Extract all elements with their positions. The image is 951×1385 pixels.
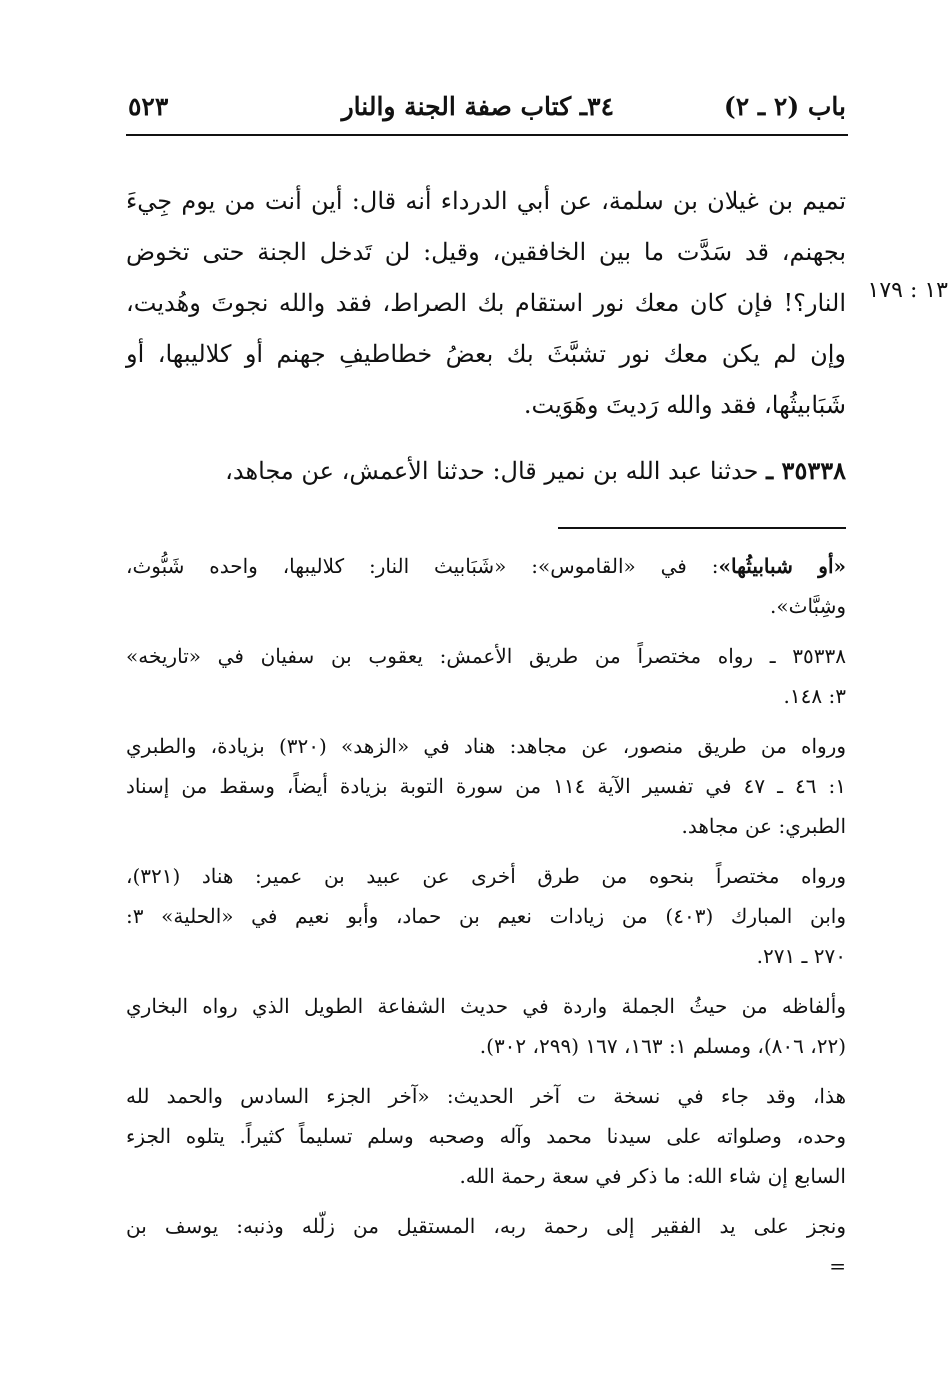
margin-reference: ١٣ : ١٧٩ — [867, 278, 948, 303]
footnote-line: الطبري: عن مجاهد. — [681, 814, 846, 838]
chapter-label: باب (٢ ـ ٢) — [723, 92, 846, 121]
footnote-line — [126, 546, 846, 586]
footnote-line: وحده، وصلواته على سيدنا محمد وآله وصحبه وسلم تسليماً كثيراً. يتلوه الجزء — [126, 1124, 846, 1148]
footnote-line: ٣: ١٤٨. — [783, 684, 846, 708]
footnote-lead: «أو شبابيثُها» — [718, 554, 847, 578]
main-text-line: وإن لم يكن معك نور تشبَّثَ بك بعضُ خطاطيفِ جهنم أو كلاليبها، أو — [126, 340, 846, 368]
hadith-number: ٣٥٣٣٨ ـ — [766, 456, 846, 485]
footnote-paragraph — [126, 986, 846, 1066]
footnote-paragraph — [126, 636, 846, 716]
main-text-line: النار؟! فإن كان معك نور استقام بك الصراط، فقد والله نجوتَ وهُديت، — [126, 289, 846, 317]
footnote-line: ورواه من طريق منصور، عن مجاهد: هناد في «الزهد» (٣٢٠) بزيادة، والطبري — [126, 734, 846, 758]
header-rule — [126, 134, 848, 136]
footnote-separator — [558, 527, 846, 529]
page-number: ٥٢٣ — [128, 92, 169, 121]
footnote-line: وألفاظه من حيثُ الجملة واردة في حديث الشفاعة الطويل الذي رواه البخاري — [126, 994, 846, 1018]
book-title: ٣٤ـ كتاب صفة الجنة والنار — [341, 92, 614, 121]
hadith-header — [126, 448, 846, 494]
footnote-line: ٣٥٣٣٨ ـ رواه مختصراً من طريق الأعمش: يعقوب بن سفيان في «تاريخه» — [126, 644, 846, 668]
footnote-line: ١: ٤٦ ـ ٤٧ في تفسير الآية ١١٤ من سورة التوبة بزيادة أيضاً، وسقط من إسناد — [126, 774, 846, 798]
main-text-line: بجهنم، قد سَدَّت ما بين الخافقين، وقيل: لن تَدخل الجنة حتى تخوض — [126, 238, 847, 266]
footnote-line: وشِبَّاث». — [770, 594, 846, 618]
main-text-line: تميم بن غيلان بن سلمة، عن أبي الدرداء أنه قال: أين أنت من يوم جِيءَ — [126, 187, 846, 215]
footnote-paragraph — [126, 856, 846, 976]
page-header — [128, 92, 846, 126]
footnote-line: (٢٢، ٨٠٦)، ومسلم ١: ١٦٣، ١٦٧ (٢٩٩، ٣٠٢). — [479, 1034, 846, 1058]
footnote-line-rest: : في «القاموس»: «شَبَابيث النار: كلاليبها، واحده شَبُّوث، — [126, 554, 719, 578]
footnote-paragraph — [126, 1076, 846, 1196]
footnote-line: ٢٧٠ ـ ٢٧١. — [756, 944, 846, 968]
footnote-line: هذا، وقد جاء في نسخة ت آخر الحديث: «آخر الجزء السادس والحمد لله — [126, 1084, 846, 1108]
footnote-paragraph — [126, 1206, 846, 1286]
footnotes — [126, 546, 846, 1296]
footnote-line: السابع إن شاء الله: ما ذكر في سعة رحمة الله. — [459, 1164, 846, 1188]
footnote-line: وابن المبارك (٤٠٣) من زيادات نعيم بن حماد، وأبو نعيم في «الحلية» ٣: — [126, 904, 846, 928]
main-text-line: شَبَابيثُها، فقد والله رَديتَ وهَوَيت. — [523, 391, 846, 419]
footnote-paragraph — [126, 546, 846, 626]
footnote-paragraph — [126, 726, 846, 846]
footnote-line: ورواه مختصراً بنحوه من طرق أخرى عن عبيد بن عمير: هناد (٣٢١)، — [126, 864, 846, 888]
main-text — [126, 176, 846, 431]
footnote-line: ونجز على يد الفقير إلى رحمة ربه، المستقيل من زلّله وذنبه: يوسف بن — [126, 1214, 846, 1238]
hadith-text: حدثنا عبد الله بن نمير قال: حدثنا الأعمش، عن مجاهد، — [225, 457, 759, 485]
footnote-line: = — [829, 1254, 846, 1278]
